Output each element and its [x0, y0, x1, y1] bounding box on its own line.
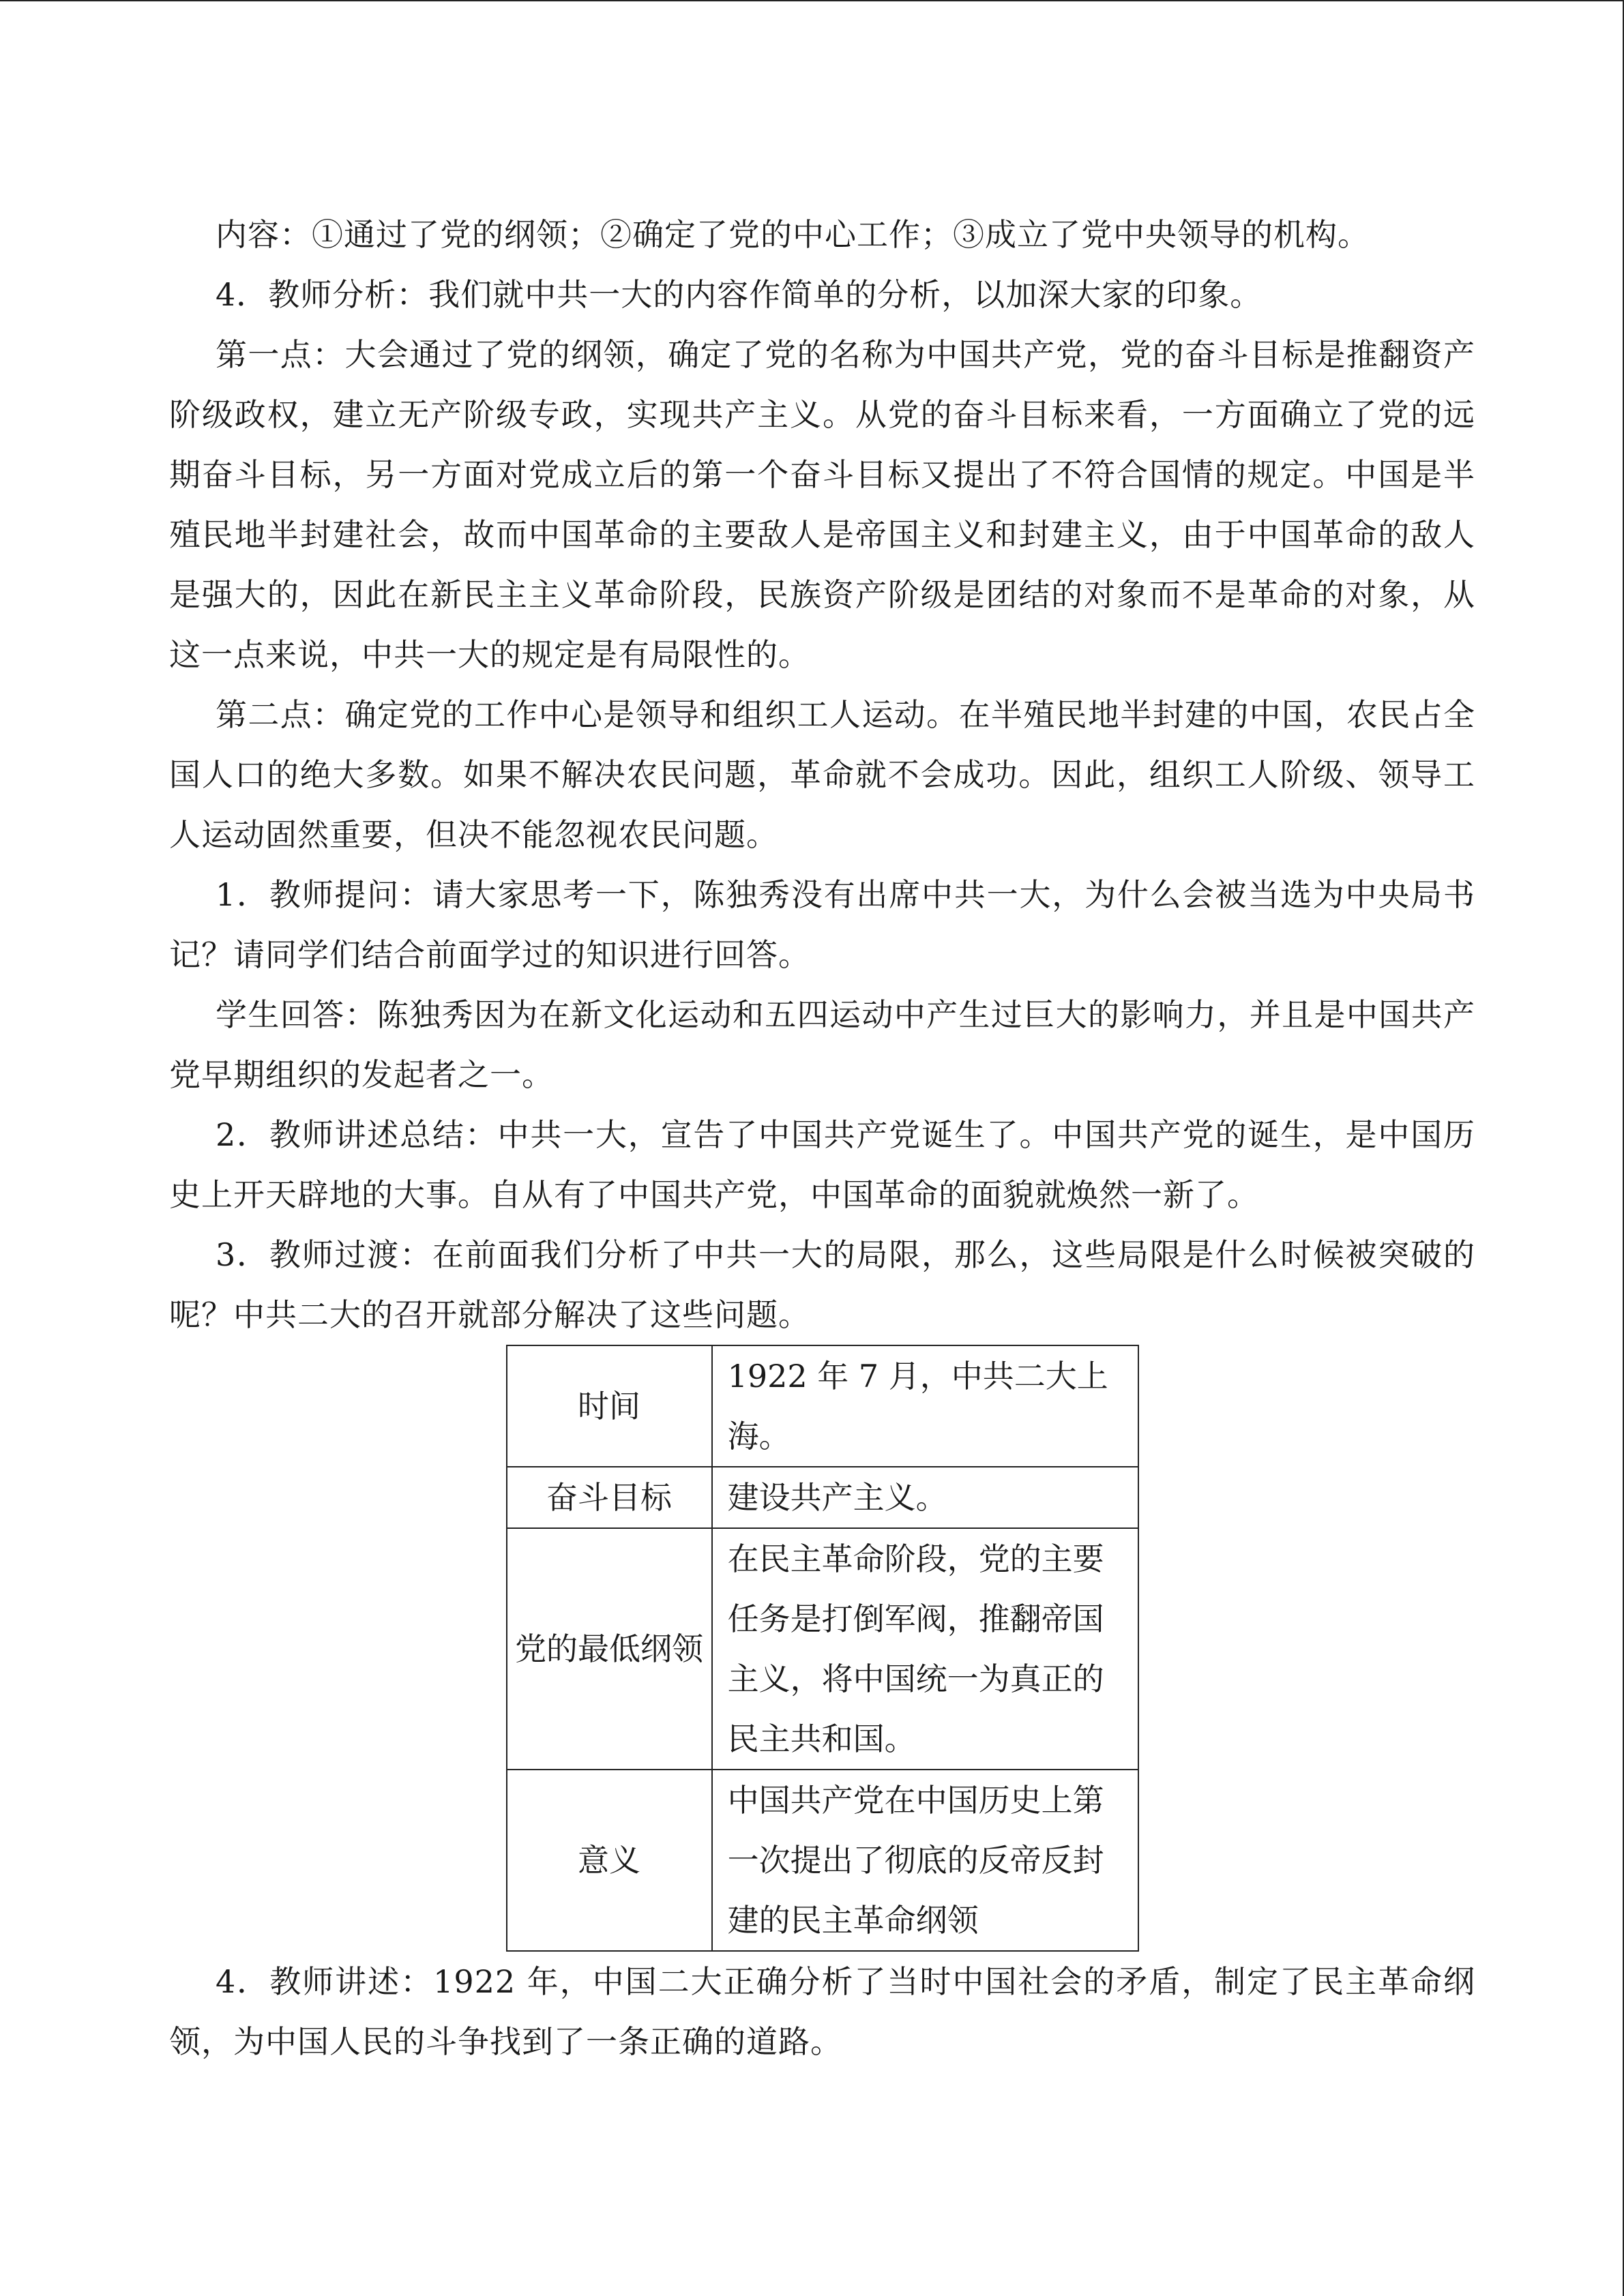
paragraph-teacher-question: 1．教师提问：请大家思考一下，陈独秀没有出席中共一大，为什么会被当选为中央局书记？请同学们结合前面学过的知识进行回答。 [169, 876, 1475, 973]
paragraph-point-two: 第二点：确定党的工作中心是领导和组织工人运动。在半殖民地半封建的中国，农民占全国人口的绝大多数。如果不解决农民问题，革命就不会成功。因此，组织工人阶级、领导工人运动固然重要，但决不能忽视农民问题。 [169, 696, 1475, 853]
table-cell-value: 建设共产主义。 [712, 1467, 1138, 1528]
table-wrapper [169, 1345, 1475, 1952]
paragraph-teacher-narration: 4．教师讲述：1922 年，中国二大正确分析了当时中国社会的矛盾，制定了民主革命纲领，为中国人民的斗争找到了一条正确的道路。 [169, 1963, 1475, 2060]
paragraph-content-summary: 内容：①通过了党的纲领；②确定了党的中心工作；③成立了党中央领导的机构。 [216, 216, 1370, 253]
table-row [507, 1467, 1138, 1528]
table-cell-value: 在民主革命阶段，党的主要任务是打倒军阀，推翻帝国主义，将中国统一为真正的民主共和国。 [712, 1528, 1138, 1770]
table-cell-label: 党的最低纲领 [507, 1528, 712, 1770]
paragraph-teacher-analysis: 4．教师分析：我们就中共一大的内容作简单的分析，以加深大家的印象。 [216, 276, 1263, 313]
table-cell-label: 奋斗目标 [507, 1467, 712, 1528]
paragraph-teacher-summary: 2．教师讲述总结：中共一大，宣告了中国共产党诞生了。中国共产党的诞生，是中国历史上开天辟地的大事。自从有了中国共产党，中国革命的面貌就焕然一新了。 [169, 1116, 1475, 1213]
paragraph-student-answer: 学生回答：陈独秀因为在新文化运动和五四运动中产生过巨大的影响力，并且是中国共产党早期组织的发起者之一。 [169, 996, 1475, 1093]
table-row [507, 1528, 1138, 1770]
table-cell-value: 中国共产党在中国历史上第一次提出了彻底的反帝反封建的民主革命纲领 [712, 1770, 1138, 1951]
paragraph-point-one: 第一点：大会通过了党的纲领，确定了党的名称为中国共产党，党的奋斗目标是推翻资产阶级政权，建立无产阶级专政，实现共产主义。从党的奋斗目标来看，一方面确立了党的远期奋斗目标，另一方面对党成立后的第一个奋斗目标又提出了不符合国情的规定。中国是半殖民地半封建社会，故而中国革命的主要敌人是帝国主义和封建主义，由于中国革命的敌人是强大的，因此在新民主主义革命阶段，民族资产阶级是团结的对象而不是革命的对象，从这一点来说，中共一大的规定是有局限性的。 [169, 336, 1475, 673]
table-cell-label: 意义 [507, 1770, 712, 1951]
table-cell-label: 时间 [507, 1345, 712, 1467]
table-row [507, 1770, 1138, 1951]
paragraph-teacher-transition: 3．教师过渡：在前面我们分析了中共一大的局限，那么，这些局限是什么时候被突破的呢？中共二大的召开就部分解决了这些问题。 [169, 1236, 1475, 1333]
second-congress-table [506, 1345, 1139, 1952]
table-row [507, 1345, 1138, 1467]
table-cell-value: 1922 年 7 月，中共二大上海。 [712, 1345, 1138, 1467]
document-body [169, 205, 1475, 2072]
